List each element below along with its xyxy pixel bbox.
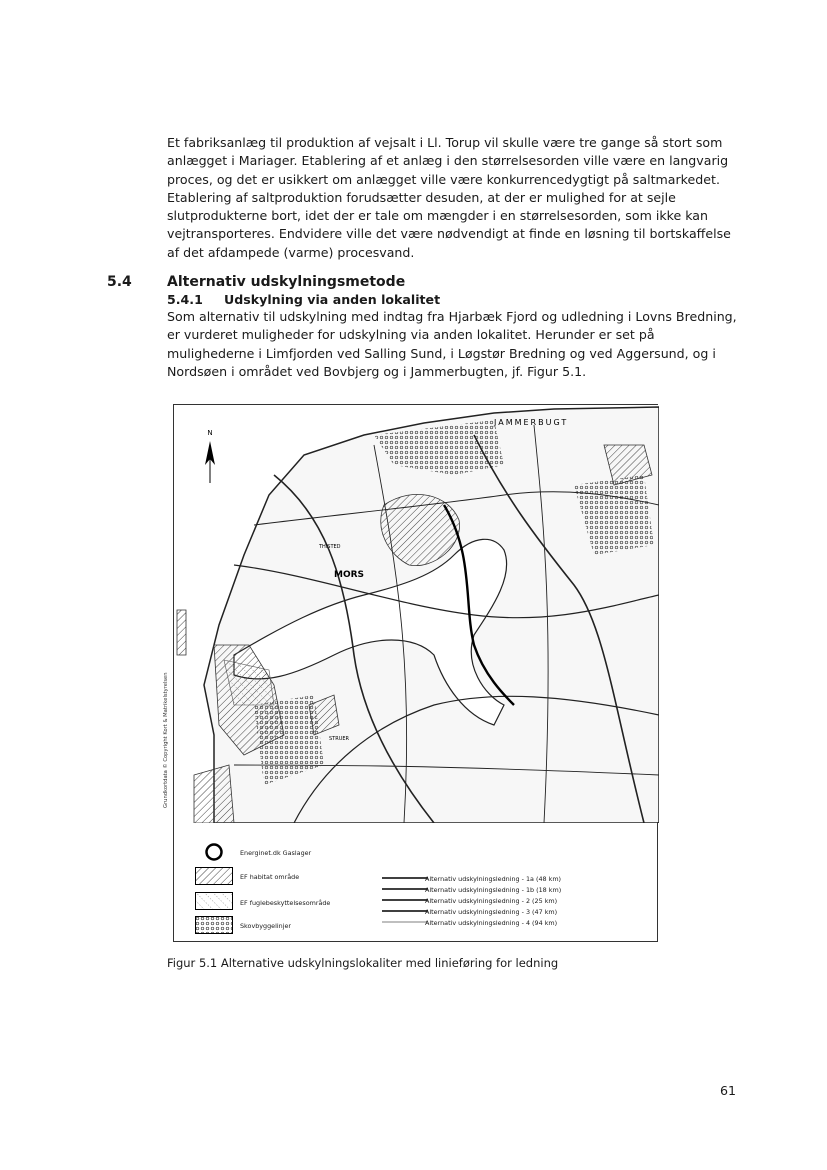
bird-swatch-icon [195, 892, 233, 910]
map-label-thisted: THISTED [319, 544, 341, 550]
page-number: 61 [720, 1083, 737, 1098]
gas-storage-icon [204, 842, 224, 862]
section-title: Alternativ udskylningsmetode [167, 274, 406, 290]
legend-ef-fugle: EF fuglebeskyttelsesområde [240, 899, 331, 907]
subsection-title: Udskylning via anden lokalitet [224, 292, 441, 307]
forest-swatch-icon [195, 916, 233, 934]
legend-energinet: Energinet.dk Gaslager [240, 849, 312, 857]
map [173, 404, 658, 822]
figure-caption: Figur 5.1 Alternative udskylningslokaliter med linieføring for ledning [167, 956, 559, 970]
map-label-mors: MORS [334, 570, 365, 580]
habitat-area-4 [194, 765, 234, 823]
section-number: 5.4 [107, 274, 132, 290]
north-label: N [207, 429, 213, 437]
legend-route-1a: Alternativ udskylningsledning - 1a (48 km) [425, 875, 562, 883]
map-drawing [174, 405, 659, 823]
paragraph-salt-production: Et fabriksanlæg til produktion af vejsalt i Ll. Torup vil skulle være tre gange så stort som anlægget i Mariager. Etablering af et anlæg i den størrelsesorden ville være en langvarig proces, og det er usikkert om anlægget ville være konkurrencedygtigt på saltmarkedet. Etablering af saltproduktion forudsætter desuden, at der er mulighed for at sejle slutprodukterne bort, idet der er tale om mængder i en størrelsesorden, som ikke kan vejtransporteres. Endvidere ville det være nødvendigt at finde en løsning til bortskaffelse af det afdampede (varme) procesvand. [167, 135, 731, 260]
legend-route-4: Alternativ udskylningsledning - 4 (94 km) [425, 919, 558, 927]
habitat-sea-strip [177, 610, 186, 655]
subsection-number: 5.4.1 [167, 292, 203, 307]
legend-ef-habitat: EF habitat område [240, 873, 300, 881]
legend-route-1b: Alternativ udskylningsledning - 1b (18 km) [425, 886, 562, 894]
map-copyright: Grundkortdata © Copyright Kort & Matrikelstyrelsen [163, 672, 169, 808]
map-label-struer: STRUER [329, 736, 349, 742]
map-legend [173, 822, 658, 942]
legend-skov: Skovbyggelinjer [240, 922, 292, 930]
legend-route-3: Alternativ udskylningsledning - 3 (47 km) [425, 908, 558, 916]
habitat-swatch-icon [195, 867, 233, 885]
legend-route-2: Alternativ udskylningsledning - 2 (25 km) [425, 897, 558, 905]
route-lines-icon [382, 874, 430, 934]
paragraph-alternative-locations: Som alternativ til udskylning med indtag fra Hjarbæk Fjord og udledning i Lovns Bredning, er vurderet muligheder for udskylning via anden lokalitet. Herunder er set på mulighederne i Limfjorden ved Salling Sund, i Løgstør Bredning og ved Aggersund, og i Nordsøen i området ved Bovbjerg og i Jammerbugten, jf. Figur 5.1. [167, 309, 737, 379]
figure-5-1 [173, 404, 658, 942]
map-label-jammerbugt: JAMMERBUGT [494, 418, 569, 427]
